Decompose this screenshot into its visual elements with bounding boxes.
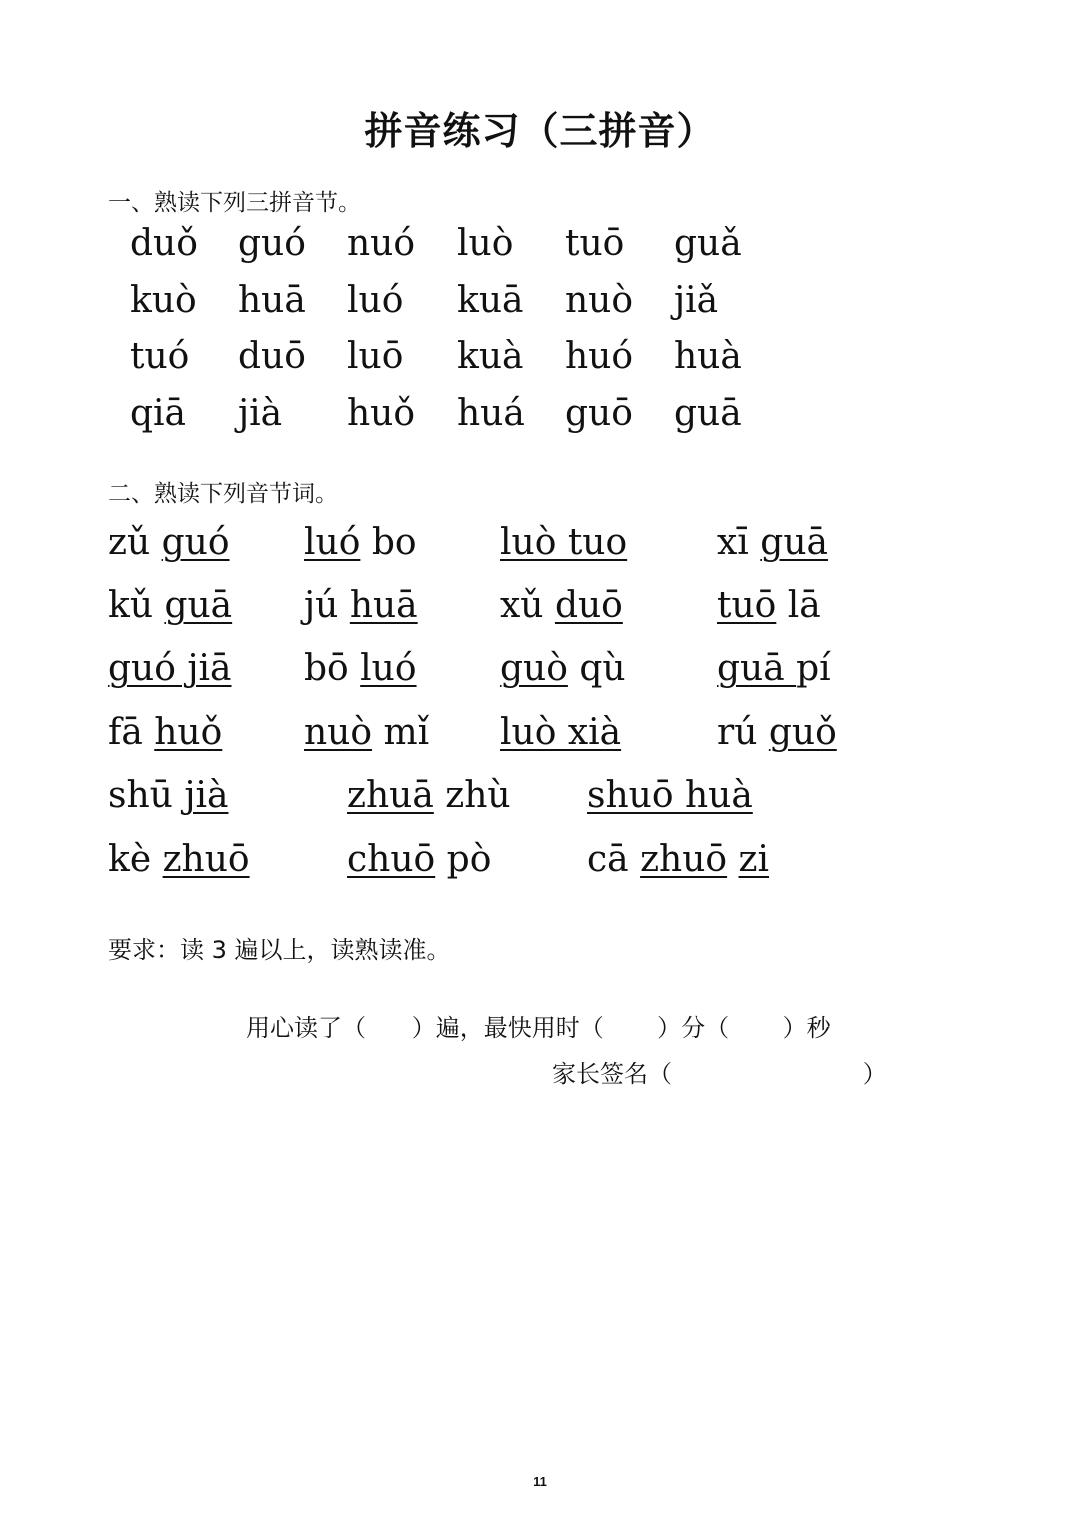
underlined-syllable: huā bbox=[349, 585, 418, 626]
pinyin-word bbox=[717, 584, 821, 628]
plain-syllable bbox=[173, 775, 184, 816]
underlined-syllable: shuō huà bbox=[587, 775, 753, 816]
underlined-syllable: guā bbox=[717, 648, 797, 689]
plain-syllable: fā bbox=[108, 712, 143, 753]
underlined-syllable: luó bbox=[360, 648, 417, 689]
underlined-syllable: nuò bbox=[304, 712, 373, 753]
syllable: tuō bbox=[565, 223, 625, 264]
pinyin-word bbox=[500, 584, 623, 628]
syllable: duǒ bbox=[130, 223, 198, 264]
underlined-syllable: guó bbox=[161, 522, 230, 563]
syllable: tuó bbox=[130, 336, 190, 377]
pinyin-word bbox=[347, 838, 491, 882]
pinyin-word bbox=[587, 774, 753, 818]
plain-syllable bbox=[143, 712, 154, 753]
plain-syllable bbox=[151, 839, 162, 880]
plain-syllable: kè bbox=[108, 839, 152, 880]
syllable: nuò bbox=[565, 280, 634, 321]
syllable: jià bbox=[238, 393, 283, 434]
underlined-syllable: tuō bbox=[717, 585, 777, 626]
plain-syllable: xī bbox=[717, 522, 749, 563]
syllable: guō bbox=[565, 393, 633, 434]
pinyin-word bbox=[347, 774, 511, 818]
plain-syllable: zhù bbox=[433, 775, 511, 816]
plain-syllable: shū bbox=[108, 775, 173, 816]
underlined-syllable: luó bbox=[304, 522, 361, 563]
page-number: 11 bbox=[533, 1474, 547, 1489]
pinyin-word bbox=[108, 647, 232, 691]
pinyin-word bbox=[304, 647, 417, 691]
syllable: jiǎ bbox=[674, 280, 719, 321]
syllable: huà bbox=[674, 336, 742, 377]
reading-record-line: 用心读了（ ）遍，最快用时（ ）分（ ）秒 bbox=[246, 1014, 831, 1042]
plain-syllable bbox=[727, 839, 738, 880]
parent-signature-line: 家长签名（ ） bbox=[552, 1060, 887, 1088]
section1-heading: 一、熟读下列三拼音节。 bbox=[108, 190, 361, 216]
pinyin-word bbox=[304, 521, 417, 565]
underlined-syllable: luò tuo bbox=[500, 522, 628, 563]
syllable: huǒ bbox=[347, 393, 416, 434]
syllable: luò bbox=[457, 223, 514, 264]
underlined-syllable: guò bbox=[500, 648, 568, 689]
syllable: luō bbox=[347, 336, 404, 377]
pinyin-word bbox=[108, 711, 222, 755]
syllable: guǎ bbox=[674, 223, 742, 264]
plain-syllable: zǔ bbox=[108, 522, 151, 563]
underlined-syllable: zhuō bbox=[640, 839, 728, 880]
pinyin-word bbox=[500, 647, 626, 691]
underlined-syllable: guā bbox=[164, 585, 233, 626]
underlined-syllable: huǒ bbox=[154, 712, 223, 753]
underlined-syllable: guǒ bbox=[768, 712, 837, 753]
plain-syllable: jú bbox=[304, 585, 339, 626]
syllable: huó bbox=[565, 336, 634, 377]
plain-syllable bbox=[757, 712, 768, 753]
plain-syllable bbox=[544, 585, 555, 626]
plain-syllable bbox=[153, 585, 164, 626]
syllable: qiā bbox=[130, 393, 187, 434]
plain-syllable: rú bbox=[717, 712, 758, 753]
plain-syllable: qù bbox=[567, 648, 626, 689]
plain-syllable bbox=[629, 839, 640, 880]
pinyin-word bbox=[304, 584, 418, 628]
underlined-syllable: duō bbox=[554, 585, 623, 626]
syllable: kuò bbox=[130, 280, 197, 321]
plain-syllable: bo bbox=[360, 522, 417, 563]
pinyin-word bbox=[587, 838, 769, 882]
plain-syllable: bō bbox=[304, 648, 349, 689]
plain-syllable bbox=[150, 522, 161, 563]
underlined-syllable: zhuō bbox=[162, 839, 250, 880]
plain-syllable bbox=[749, 522, 760, 563]
syllable: nuó bbox=[347, 223, 416, 264]
pinyin-word bbox=[500, 711, 621, 755]
pinyin-word bbox=[717, 521, 828, 565]
syllable: huá bbox=[457, 393, 525, 434]
pinyin-word bbox=[108, 838, 250, 882]
pinyin-word bbox=[108, 521, 230, 565]
plain-syllable: mǐ bbox=[372, 712, 430, 753]
underlined-syllable: zi bbox=[738, 839, 770, 880]
plain-syllable: pò bbox=[435, 839, 492, 880]
section2-heading: 二、熟读下列音节词。 bbox=[108, 481, 338, 507]
pinyin-word bbox=[304, 711, 429, 755]
plain-syllable bbox=[349, 648, 360, 689]
underlined-syllable: jià bbox=[184, 775, 229, 816]
syllable: guā bbox=[674, 393, 742, 434]
underlined-syllable: zhuā bbox=[347, 775, 434, 816]
pinyin-word bbox=[500, 521, 627, 565]
plain-syllable bbox=[338, 585, 349, 626]
syllable: kuà bbox=[457, 336, 524, 377]
requirement-text: 要求：读 3 遍以上，读熟读准。 bbox=[108, 936, 451, 964]
pinyin-word bbox=[717, 647, 831, 691]
syllable: huā bbox=[238, 280, 306, 321]
syllable: duō bbox=[238, 336, 306, 377]
plain-syllable: lā bbox=[776, 585, 821, 626]
underlined-syllable: chuō bbox=[347, 839, 436, 880]
plain-syllable: pí bbox=[796, 648, 831, 689]
pinyin-word bbox=[108, 774, 228, 818]
underlined-syllable: guā bbox=[760, 522, 828, 563]
underlined-syllable: guó jiā bbox=[108, 648, 232, 689]
pinyin-word bbox=[717, 711, 837, 755]
plain-syllable: cā bbox=[587, 839, 629, 880]
pinyin-word bbox=[108, 584, 232, 628]
underlined-syllable: luò xià bbox=[500, 712, 622, 753]
plain-syllable: xǔ bbox=[500, 585, 544, 626]
plain-syllable: kǔ bbox=[108, 585, 153, 626]
syllable: guó bbox=[238, 223, 306, 264]
syllable: luó bbox=[347, 280, 404, 321]
syllable: kuā bbox=[457, 280, 524, 321]
page-title: 拼音练习（三拼音） bbox=[364, 109, 716, 153]
